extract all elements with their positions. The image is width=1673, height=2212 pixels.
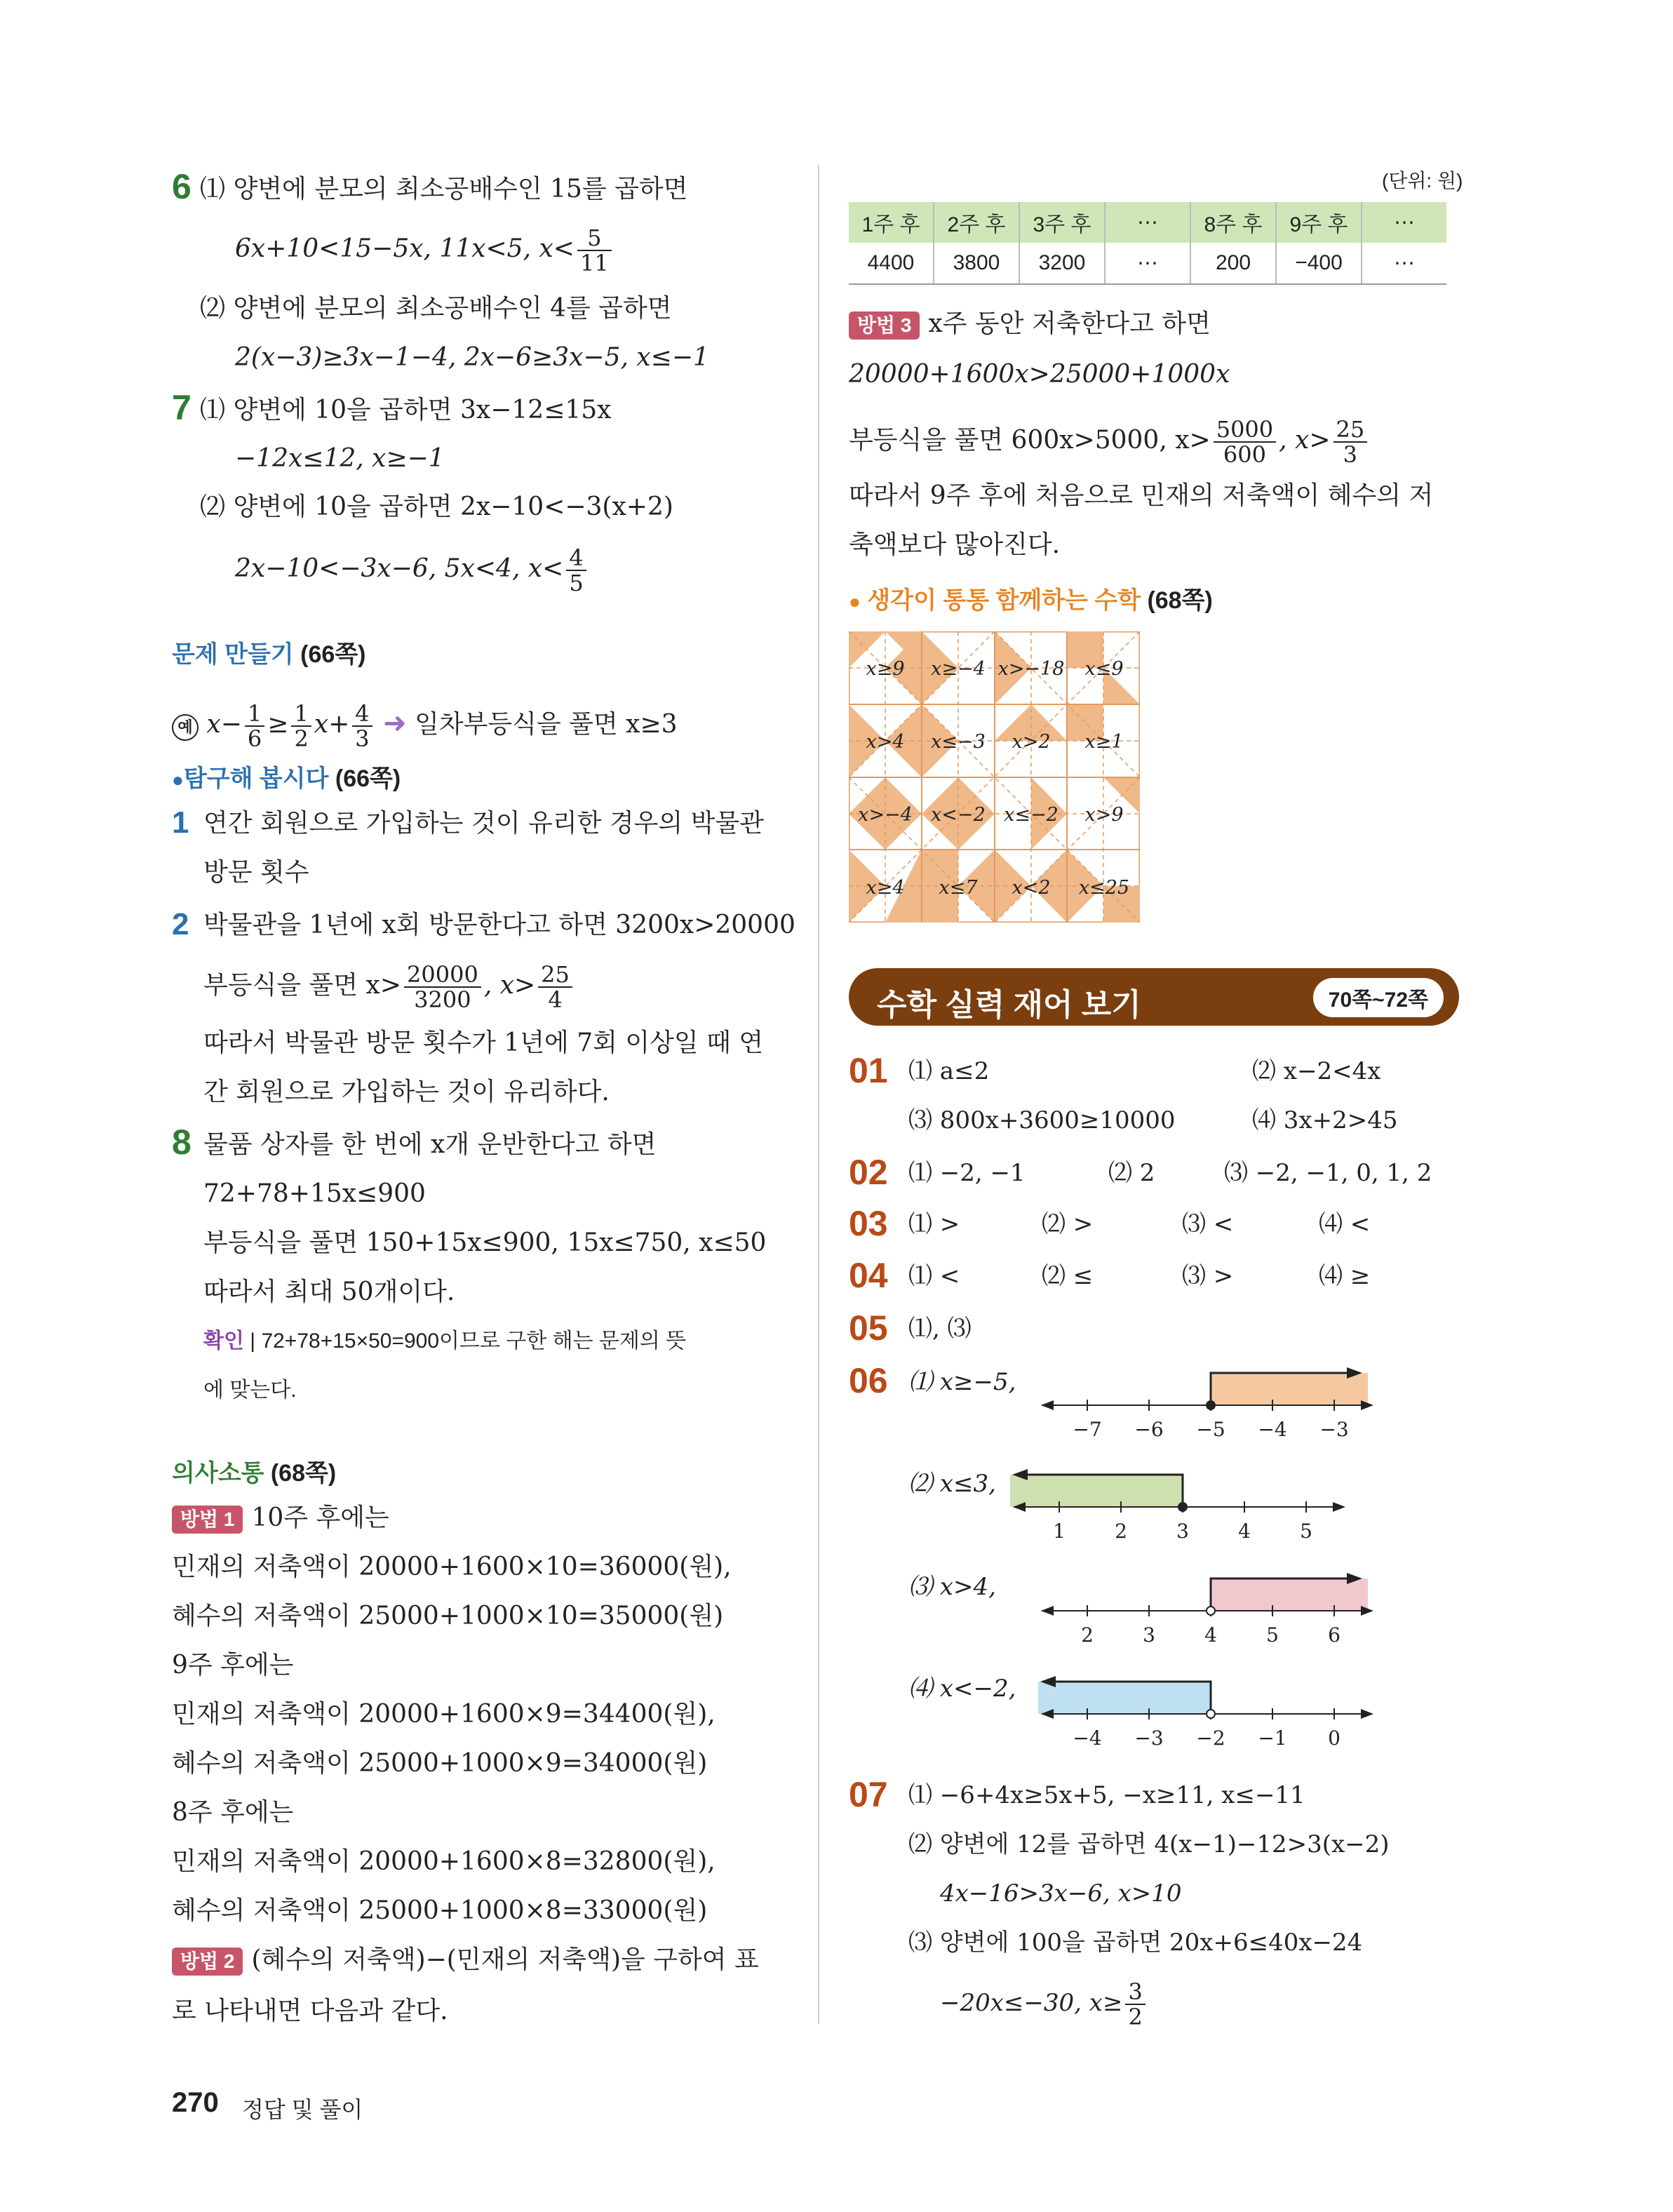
comm-line: 혜수의 저축액이 25000+1000×8=33000(원) bbox=[172, 1896, 708, 1925]
q7-line3: ⑵ 양변에 10을 곱하면 2x−10<−3(x+2) bbox=[200, 492, 673, 521]
answer-01-p1: ⑴ a≤2 bbox=[908, 1057, 990, 1085]
axis-tick-label: 3 bbox=[1176, 1520, 1189, 1543]
puzzle-cell-label: x≤9 bbox=[1084, 658, 1124, 680]
axis-tick-label: 3 bbox=[1143, 1623, 1155, 1647]
answer-07-l1: ⑴ −6+4x≥5x+5, −x≥11, x≤−11 bbox=[908, 1781, 1305, 1809]
section-banner bbox=[849, 968, 1459, 1026]
comm-line: 민재의 저축액이 20000+1600×9=34400(원), bbox=[172, 1700, 715, 1729]
comm-line: 혜수의 저축액이 25000+1000×10=35000(원) bbox=[172, 1602, 724, 1630]
axis-tick-label: 0 bbox=[1328, 1727, 1341, 1750]
answer-06-p4-label: ⑷ x<−2, bbox=[908, 1675, 1016, 1703]
banner-title: 수학 실력 재어 보기 bbox=[877, 988, 1141, 1022]
answer-03-number: 03 bbox=[849, 1204, 888, 1243]
q6-fraction: $\frac{5}{11}$ bbox=[577, 226, 612, 275]
solution-region bbox=[1010, 1475, 1183, 1507]
comm-line: 민재의 저축액이 20000+1600×8=32800(원), bbox=[172, 1847, 715, 1876]
answer-01-p4: ⑷ 3x+2>45 bbox=[1252, 1106, 1398, 1134]
comm-line: 민재의 저축액이 20000+1600×10=36000(원), bbox=[172, 1553, 732, 1581]
page-number: 270 bbox=[172, 2087, 219, 2118]
table-cell: 4400 bbox=[849, 243, 934, 284]
table-cell: 200 bbox=[1190, 243, 1276, 284]
puzzle-cell-label: x≥−4 bbox=[931, 658, 986, 680]
solution-region bbox=[1038, 1682, 1211, 1714]
explore-1-line1: 연간 회원으로 가입하는 것이 유리한 경우의 박물관 bbox=[203, 809, 764, 838]
solution-region bbox=[1211, 1578, 1368, 1611]
explore-2-line2: 부등식을 풀면 x> $\frac{20000}{3200}$ , x> $\frac{25}{4}$ bbox=[203, 963, 575, 1012]
q7-fraction: $\frac{4}{5}$ bbox=[566, 546, 586, 595]
axis-tick-label: 4 bbox=[1238, 1520, 1251, 1543]
puzzle-cell-label: x≤7 bbox=[939, 877, 978, 899]
answer-06-p3-label: ⑶ x>4, bbox=[908, 1573, 996, 1601]
method3-line2: 부등식을 풀면 600x>5000, x> $\frac{5000}{600}$ , x> $\frac{25}{3}$ bbox=[849, 417, 1370, 467]
answer-02-p2: ⑵ 2 bbox=[1108, 1159, 1155, 1187]
answer-05-number: 05 bbox=[849, 1308, 888, 1348]
axis-tick-label: −7 bbox=[1073, 1418, 1102, 1441]
answer-06-p2-label: ⑵ x≤3, bbox=[908, 1470, 996, 1498]
puzzle-cell-label: x>4 bbox=[866, 731, 905, 753]
comm-line: 혜수의 저축액이 25000+1000×9=34000(원) bbox=[172, 1749, 708, 1778]
table-header-cell: ⋯ bbox=[1105, 202, 1190, 243]
axis-arrow-icon bbox=[1041, 1400, 1054, 1410]
communication-title: 의사소통 (68쪽) bbox=[172, 1460, 337, 1487]
answer-06-p1-label: ⑴ x≥−5, bbox=[908, 1368, 1016, 1396]
puzzle-cell-label: x>−4 bbox=[858, 804, 913, 826]
puzzle-cell-label: x≥1 bbox=[1084, 731, 1124, 753]
answer-04-p4: ⑷ ≥ bbox=[1319, 1262, 1371, 1290]
method3-line1: 20000+1600x>25000+1000x bbox=[849, 360, 1230, 389]
q8-line3: 부등식을 풀면 150+15x≤900, 15x≤750, x≤50 bbox=[203, 1228, 767, 1257]
answer-07-l2: ⑵ 양변에 12를 곱하면 4(x−1)−12>3(x−2) bbox=[908, 1830, 1390, 1858]
example-mark: 예 bbox=[172, 714, 199, 741]
puzzle-cell-label: x≤−3 bbox=[931, 731, 986, 753]
answer-01-number: 01 bbox=[849, 1051, 888, 1090]
footer-label: 정답 및 풀이 bbox=[242, 2097, 363, 2122]
axis-tick-label: −3 bbox=[1134, 1727, 1164, 1750]
answer-03-p3: ⑶ < bbox=[1182, 1210, 1234, 1238]
think-title: ● 생각이 통통 함께하는 수학 (68쪽) bbox=[849, 587, 1213, 614]
q8-line4: 따라서 최대 50개이다. bbox=[203, 1278, 455, 1306]
table-cell: 3800 bbox=[934, 243, 1019, 284]
axis-tick-label: 1 bbox=[1053, 1520, 1066, 1543]
method2-line2: 로 나타내면 다음과 같다. bbox=[172, 1997, 448, 2025]
puzzle-cell-label: x≥9 bbox=[866, 658, 905, 680]
banner-pages: 70쪽~72쪽 bbox=[1313, 978, 1444, 1017]
method3-line3: 따라서 9주 후에 처음으로 민재의 저축액이 혜수의 저 bbox=[849, 481, 1434, 510]
comm-line: 8주 후에는 bbox=[172, 1798, 294, 1827]
answer-04-p3: ⑶ > bbox=[1182, 1262, 1234, 1290]
q6-line4: 2(x−3)≥3x−1−4, 2x−6≥3x−5, x≤−1 bbox=[235, 343, 709, 372]
answer-03-p4: ⑷ < bbox=[1319, 1210, 1371, 1238]
puzzle-cell-label: x≥4 bbox=[866, 877, 905, 899]
arrow-right-icon: ➜ bbox=[383, 707, 407, 739]
answer-01-p2: ⑵ x−2<4x bbox=[1252, 1057, 1381, 1085]
method2-line: 방법 2 (혜수의 저축액)−(민재의 저축액)을 구하여 표 bbox=[172, 1945, 759, 1976]
table-cell: ⋯ bbox=[1105, 243, 1190, 284]
puzzle-cell-label: x≤−2 bbox=[1004, 804, 1059, 826]
make-example: 예 x− $\frac{1}{6}$ ≥ $\frac{1}{2}$ x+ $\frac{4}{3}$ ➜ 일차부등식을 풀면 x≥3 bbox=[172, 702, 678, 751]
open-dot bbox=[1207, 1710, 1215, 1718]
solution-region bbox=[1211, 1373, 1368, 1405]
explore-2-line4: 간 회원으로 가입하는 것이 유리하다. bbox=[203, 1078, 610, 1106]
q6-line3: ⑵ 양변에 분모의 최소공배수인 4를 곱하면 bbox=[200, 294, 672, 323]
table-header-row bbox=[849, 202, 1446, 243]
q8-line2: 72+78+15x≤900 bbox=[203, 1179, 426, 1208]
puzzle-cell-label: x≤25 bbox=[1078, 877, 1130, 899]
answer-07-number: 07 bbox=[849, 1775, 888, 1814]
answer-02-number: 02 bbox=[849, 1153, 888, 1192]
answer-04-p1: ⑴ < bbox=[908, 1262, 960, 1290]
closed-dot bbox=[1178, 1503, 1187, 1511]
q8-number: 8 bbox=[172, 1122, 192, 1162]
q7-line4: 2x−10<−3x−6, 5x<4, x< $\frac{4}{5}$ bbox=[235, 546, 589, 595]
axis-tick-label: 2 bbox=[1081, 1623, 1094, 1647]
q7-line2: −12x≤12, x≥−1 bbox=[235, 444, 445, 473]
make-problem-title: 문제 만들기 (66쪽) bbox=[172, 641, 366, 668]
puzzle-cell-label: x<2 bbox=[1012, 877, 1051, 899]
axis-tick-label: −4 bbox=[1258, 1418, 1287, 1441]
answer-01-p3: ⑶ 800x+3600≥10000 bbox=[908, 1106, 1176, 1134]
table-header-cell: 3주 후 bbox=[1019, 202, 1105, 243]
answer-02-p1: ⑴ −2, −1 bbox=[908, 1159, 1026, 1187]
q8-check-line1: 확인 | 72+78+15×50=900이므로 구한 해는 문제의 뜻 bbox=[203, 1329, 687, 1353]
table-cell: −400 bbox=[1276, 243, 1362, 284]
method2-badge: 방법 2 bbox=[172, 1948, 243, 1976]
axis-tick-label: 5 bbox=[1266, 1623, 1279, 1647]
q8-check-line2: 에 맞는다. bbox=[203, 1379, 297, 1402]
q6-line2: 6x+10<15−5x, 11x<5, x< $\frac{5}{11}$ bbox=[235, 226, 614, 275]
q7-number: 7 bbox=[172, 388, 192, 427]
method3-line4: 축액보다 많아진다. bbox=[849, 530, 1061, 559]
explore-title: ●탐구해 봅시다 (66쪽) bbox=[172, 765, 401, 792]
explore-1-number: 1 bbox=[172, 805, 189, 840]
puzzle-cell-label: x>2 bbox=[1012, 731, 1051, 753]
answer-05-p1: ⑴, ⑶ bbox=[908, 1315, 972, 1343]
puzzle-cell-label: x>9 bbox=[1084, 804, 1124, 826]
answer-02-p3: ⑶ −2, −1, 0, 1, 2 bbox=[1224, 1159, 1432, 1187]
bullet-icon: ● bbox=[172, 769, 184, 791]
axis-arrow-icon bbox=[1361, 1709, 1373, 1719]
answer-07-l4: ⑶ 양변에 100을 곱하면 20x+6≤40x−24 bbox=[908, 1929, 1363, 1957]
axis-tick-label: −3 bbox=[1319, 1418, 1349, 1441]
answer-06-number: 06 bbox=[849, 1361, 888, 1400]
table-header-cell: ⋯ bbox=[1362, 202, 1446, 243]
inequality-puzzle-grid bbox=[849, 631, 1140, 923]
table-cell: 3200 bbox=[1019, 243, 1105, 284]
axis-tick-label: 2 bbox=[1115, 1520, 1127, 1543]
axis-tick-label: 4 bbox=[1204, 1623, 1217, 1647]
axis-tick-label: 6 bbox=[1328, 1623, 1341, 1647]
q8-line1: 물품 상자를 한 번에 x개 운반한다고 하면 bbox=[203, 1130, 657, 1159]
q7-line1: ⑴ 양변에 10을 곱하면 3x−12≤15x bbox=[200, 396, 612, 424]
number-line-2 bbox=[1010, 1466, 1354, 1543]
answer-03-p2: ⑵ > bbox=[1042, 1210, 1094, 1238]
answer-07-l5: −20x≤−30, x≥ $\frac{3}{2}$ bbox=[940, 1980, 1148, 2029]
number-line-1 bbox=[1038, 1365, 1382, 1442]
axis-arrow-icon bbox=[1333, 1502, 1345, 1512]
answer-04-number: 04 bbox=[849, 1256, 888, 1295]
axis-arrow-icon bbox=[1041, 1606, 1054, 1616]
answer-03-p1: ⑴ > bbox=[908, 1210, 960, 1238]
bullet-icon: ● bbox=[849, 591, 861, 612]
number-line-4 bbox=[1038, 1673, 1382, 1750]
answer-04-p2: ⑵ ≤ bbox=[1042, 1262, 1094, 1290]
table-row bbox=[849, 243, 1446, 284]
explore-2-number: 2 bbox=[172, 907, 189, 941]
answer-07-l3: 4x−16>3x−6, x>10 bbox=[940, 1879, 1182, 1908]
axis-tick-label: −4 bbox=[1073, 1727, 1102, 1750]
method3-badge: 방법 3 bbox=[849, 311, 920, 340]
column-divider bbox=[818, 165, 819, 2024]
axis-tick-label: 5 bbox=[1300, 1520, 1312, 1543]
table-cell: ⋯ bbox=[1362, 243, 1446, 284]
explore-2-line1: 박물관을 1년에 x회 방문한다고 하면 3200x>20000 bbox=[203, 911, 795, 939]
savings-diff-table bbox=[849, 202, 1446, 285]
method1-badge: 방법 1 bbox=[172, 1506, 243, 1534]
table-header-cell: 9주 후 bbox=[1276, 202, 1362, 243]
explore-1-line2: 방문 횟수 bbox=[203, 858, 309, 887]
puzzle-cell-label: x>−18 bbox=[997, 658, 1065, 680]
method1-line: 방법 1 10주 후에는 bbox=[172, 1503, 389, 1534]
axis-tick-label: −5 bbox=[1196, 1418, 1225, 1441]
axis-tick-label: −1 bbox=[1258, 1727, 1287, 1750]
unit-label: (단위: 원) bbox=[1382, 170, 1463, 192]
axis-tick-label: −6 bbox=[1134, 1418, 1164, 1441]
method3-line: 방법 3 x주 동안 저축한다고 하면 bbox=[849, 309, 1211, 340]
comm-line: 9주 후에는 bbox=[172, 1651, 294, 1680]
table-header-cell: 8주 후 bbox=[1190, 202, 1276, 243]
table-header-cell: 1주 후 bbox=[849, 202, 934, 243]
puzzle-cell-label: x<−2 bbox=[931, 804, 986, 826]
explore-2-line3: 따라서 박물관 방문 횟수가 1년에 7회 이상일 때 연 bbox=[203, 1028, 764, 1057]
axis-tick-label: −2 bbox=[1196, 1727, 1225, 1750]
closed-dot bbox=[1207, 1401, 1215, 1409]
open-dot bbox=[1207, 1607, 1215, 1615]
q6-line1: ⑴ 양변에 분모의 최소공배수인 15를 곱하면 bbox=[200, 175, 688, 203]
q6-number: 6 bbox=[172, 167, 192, 206]
table-header-cell: 2주 후 bbox=[934, 202, 1019, 243]
number-line-3 bbox=[1038, 1570, 1382, 1647]
